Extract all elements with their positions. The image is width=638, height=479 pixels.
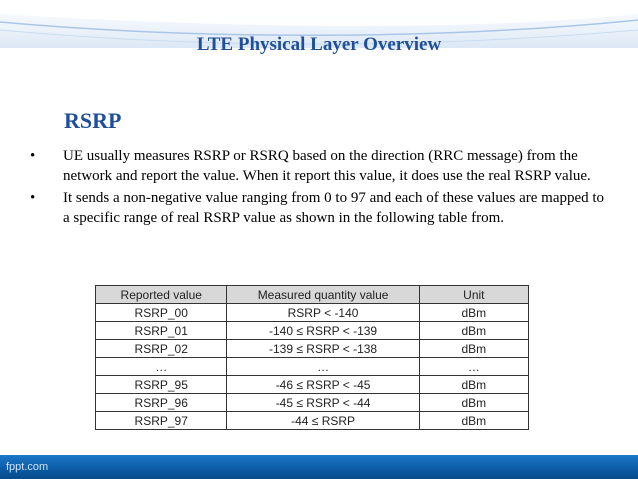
column-header-measured-quantity: Measured quantity value xyxy=(227,286,419,304)
table-header-row xyxy=(96,286,529,304)
reported-value-cell: … xyxy=(96,358,227,376)
measured-quantity-cell: … xyxy=(227,358,419,376)
reported-value-cell: RSRP_97 xyxy=(96,412,227,430)
footer-brand-text: fppt.com xyxy=(6,461,49,473)
unit-cell: dBm xyxy=(419,412,528,430)
reported-value-cell: RSRP_96 xyxy=(96,394,227,412)
bullet-item xyxy=(30,146,610,186)
bullet-marker: • xyxy=(30,190,36,206)
measured-quantity-cell: -46 ≤ RSRP < -45 xyxy=(227,376,419,394)
table-row xyxy=(96,304,529,322)
bullet-text: It sends a non-negative value ranging from 0 to 97 and each of these values are mapped to a specific range of real RSRP value as shown in the following table from. xyxy=(63,190,605,226)
unit-cell: dBm xyxy=(419,394,528,412)
footer-bar xyxy=(0,455,638,479)
reported-value-cell: RSRP_02 xyxy=(96,340,227,358)
table-row xyxy=(96,394,529,412)
bullet-list xyxy=(30,146,610,230)
bullet-text: UE usually measures RSRP or RSRQ based on the direction (RRC message) from the network and report the value. When it report this value, it does use the real RSRP value. xyxy=(63,148,591,184)
bullet-item xyxy=(30,188,610,228)
table-row xyxy=(96,376,529,394)
rsrp-mapping-table xyxy=(95,285,529,430)
column-header-unit: Unit xyxy=(419,286,528,304)
table-row xyxy=(96,340,529,358)
reported-value-cell: RSRP_01 xyxy=(96,322,227,340)
table-row xyxy=(96,412,529,430)
table-row-ellipsis xyxy=(96,358,529,376)
reported-value-cell: RSRP_95 xyxy=(96,376,227,394)
reported-value-cell: RSRP_00 xyxy=(96,304,227,322)
measured-quantity-cell: -140 ≤ RSRP < -139 xyxy=(227,322,419,340)
unit-cell: dBm xyxy=(419,304,528,322)
column-header-reported-value: Reported value xyxy=(96,286,227,304)
measured-quantity-cell: -44 ≤ RSRP xyxy=(227,412,419,430)
unit-cell: dBm xyxy=(419,376,528,394)
bullet-marker: • xyxy=(30,148,36,164)
table-row xyxy=(96,322,529,340)
slide-title: LTE Physical Layer Overview xyxy=(196,34,442,55)
unit-cell: dBm xyxy=(419,340,528,358)
measured-quantity-cell: -45 ≤ RSRP < -44 xyxy=(227,394,419,412)
unit-cell: dBm xyxy=(419,322,528,340)
section-heading: RSRP xyxy=(64,108,122,133)
measured-quantity-cell: -139 ≤ RSRP < -138 xyxy=(227,340,419,358)
unit-cell: … xyxy=(419,358,528,376)
measured-quantity-cell: RSRP < -140 xyxy=(227,304,419,322)
